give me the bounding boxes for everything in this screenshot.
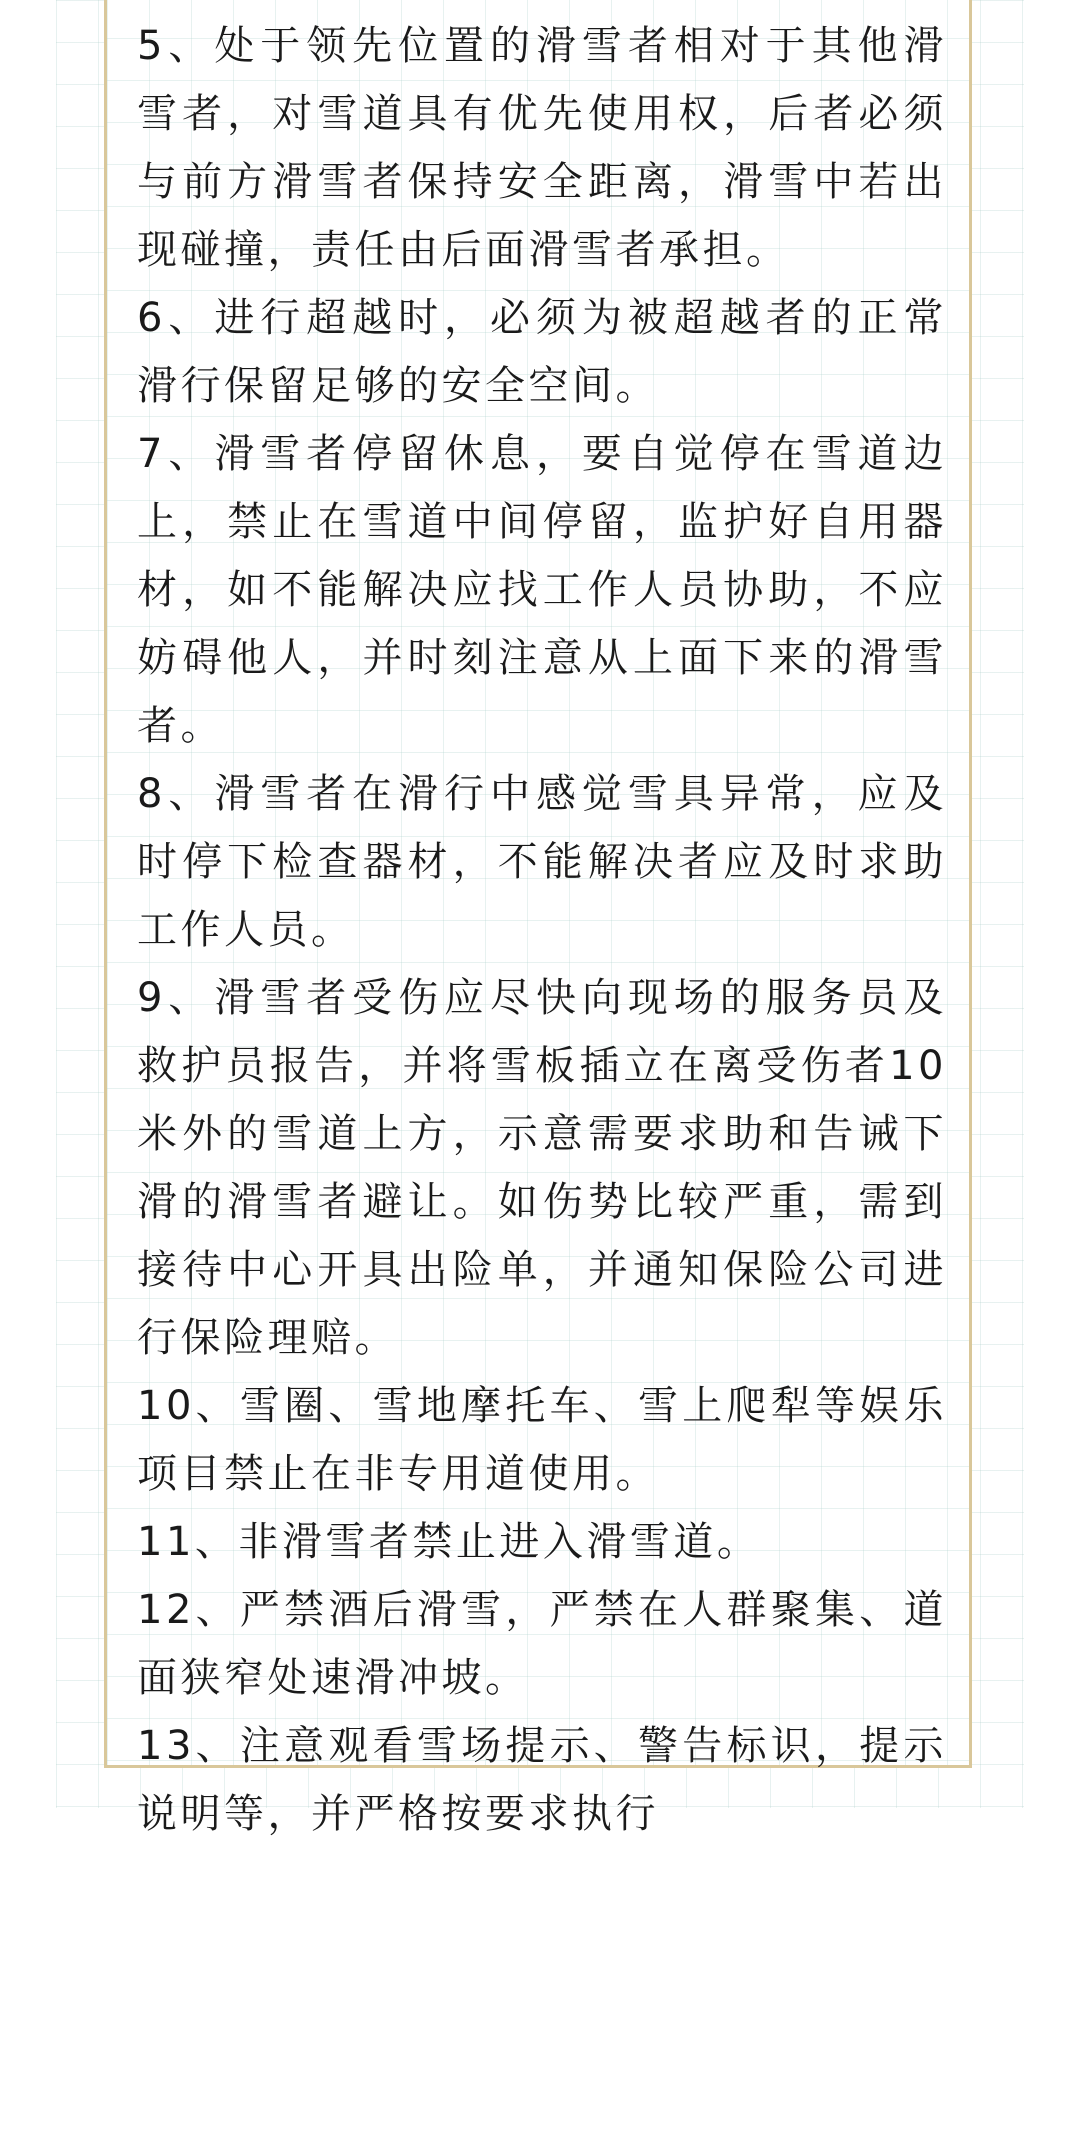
rule-item-8: 8、滑雪者在滑行中感觉雪具异常，应及时停下检查器材，不能解决者应及时求助工作人员。 (137, 771, 947, 953)
rule-item-9: 9、滑雪者受伤应尽快向现场的服务员及救护员报告，并将雪板插立在离受伤者10米外的雪道上方，示意需要求助和告诫下滑的滑雪者避让。如伤势比较严重，需到接待中心开具出险单，并通知保险公司进行保险理赔。 (137, 975, 947, 1361)
rule-item-10: 10、雪圈、雪地摩托车、雪上爬犁等娱乐项目禁止在非专用道使用。 (137, 1383, 947, 1497)
rule-item-11: 11、非滑雪者禁止进入滑雪道。 (137, 1519, 761, 1565)
rules-list (137, 12, 947, 1848)
rules-card (104, 0, 972, 1837)
rule-item-5: 5、处于领先位置的滑雪者相对于其他滑雪者，对雪道具有优先使用权，后者必须与前方滑雪者保持安全距离，滑雪中若出现碰撞，责任由后面滑雪者承担。 (137, 23, 947, 273)
rule-item-12: 12、严禁酒后滑雪，严禁在人群聚集、道面狭窄处速滑冲坡。 (137, 1587, 947, 1701)
rule-item-13: 13、注意观看雪场提示、警告标识，提示说明等，并严格按要求执行 (137, 1723, 947, 1837)
rule-item-7: 7、滑雪者停留休息，要自觉停在雪道边上，禁止在雪道中间停留，监护好自用器材，如不能解决应找工作人员协助，不应妨碍他人，并时刻注意从上面下来的滑雪者。 (137, 431, 947, 749)
rule-item-6: 6、进行超越时，必须为被超越者的正常滑行保留足够的安全空间。 (137, 295, 947, 409)
